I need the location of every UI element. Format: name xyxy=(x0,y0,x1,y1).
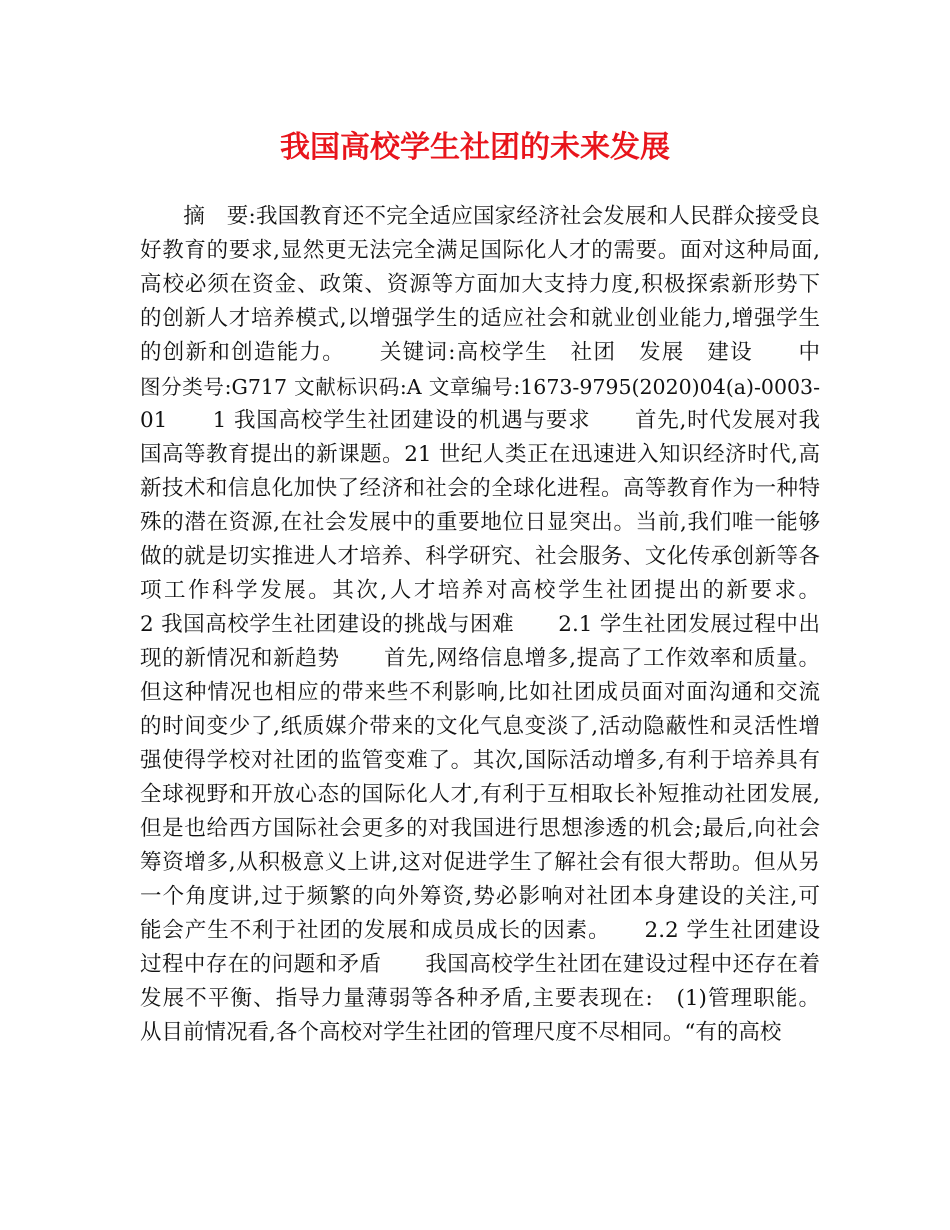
body-text-line: 图分类号:G717 文献标识码:A 文章编号:1673-9795(2020)04(a)-0003- xyxy=(140,375,820,399)
body-text-line: 做的就是切实推进人才培养、科学研究、社会服务、文化传承创新等各 xyxy=(140,544,820,569)
body-text-line: 新技术和信息化加快了经济和社会的全球化进程。高等教育作为一种特 xyxy=(140,476,820,501)
body-text-line: 现的新情况和新趋势 首先,网络信息增多,提高了工作效率和质量。 xyxy=(140,646,820,671)
body-text-line: 的创新和创造能力。 关键词:高校学生 社团 发展 建设 中 xyxy=(140,340,820,365)
body-text-line: 从目前情况看,各个高校对学生社团的管理尺度不尽相同。“有的高校 xyxy=(140,1020,782,1045)
body-text-line: 的创新人才培养模式,以增强学生的适应社会和就业创业能力,增强学生 xyxy=(140,306,820,331)
body-text-line: 能会产生不利于社团的发展和成员成长的因素。 2.2 学生社团建设 xyxy=(140,918,820,943)
body-text-line: 好教育的要求,显然更无法完全满足国际化人才的需要。面对这种局面, xyxy=(140,238,820,263)
body-text-line: 01 1 我国高校学生社团建设的机遇与要求 首先,时代发展对我 xyxy=(140,408,820,433)
body-text-line: 高校必须在资金、政策、资源等方面加大支持力度,积极探索新形势下 xyxy=(140,272,820,297)
body-text-line: 发展不平衡、指导力量薄弱等各种矛盾,主要表现在: (1)管理职能。 xyxy=(140,986,820,1011)
body-text-line: 项工作科学发展。其次,人才培养对高校学生社团提出的新要求。 xyxy=(140,578,820,603)
document-title: 我国高校学生社团的未来发展 xyxy=(280,130,670,165)
body-text-line: 筹资增多,从积极意义上讲,这对促进学生了解社会有很大帮助。但从另 xyxy=(140,850,820,875)
body-text-line: 但是也给西方国际社会更多的对我国进行思想渗透的机会;最后,向社会 xyxy=(140,816,820,841)
body-text-line: 全球视野和开放心态的国际化人才,有利于互相取长补短推动社团发展, xyxy=(140,782,820,807)
body-text-line: 过程中存在的问题和矛盾 我国高校学生社团在建设过程中还存在着 xyxy=(140,952,820,977)
body-text-line: 殊的潜在资源,在社会发展中的重要地位日显突出。当前,我们唯一能够 xyxy=(140,510,820,535)
body-text-line: 国高等教育提出的新课题。21 世纪人类正在迅速进入知识经济时代,高 xyxy=(140,442,820,467)
body-text-line: 的时间变少了,纸质媒介带来的文化气息变淡了,活动隐蔽性和灵活性增 xyxy=(140,714,820,739)
body-text-line: 一个角度讲,过于频繁的向外筹资,势必影响对社团本身建设的关注,可 xyxy=(140,884,820,909)
body-text-line: 强使得学校对社团的监管变难了。其次,国际活动增多,有利于培养具有 xyxy=(140,748,820,773)
document-body xyxy=(140,200,820,1050)
body-text-line: 2 我国高校学生社团建设的挑战与困难 2.1 学生社团发展过程中出 xyxy=(140,612,820,637)
body-text-line: 但这种情况也相应的带来些不利影响,比如社团成员面对面沟通和交流 xyxy=(140,680,820,705)
body-text-line: 摘 要:我国教育还不完全适应国家经济社会发展和人民群众接受良 xyxy=(140,204,820,229)
